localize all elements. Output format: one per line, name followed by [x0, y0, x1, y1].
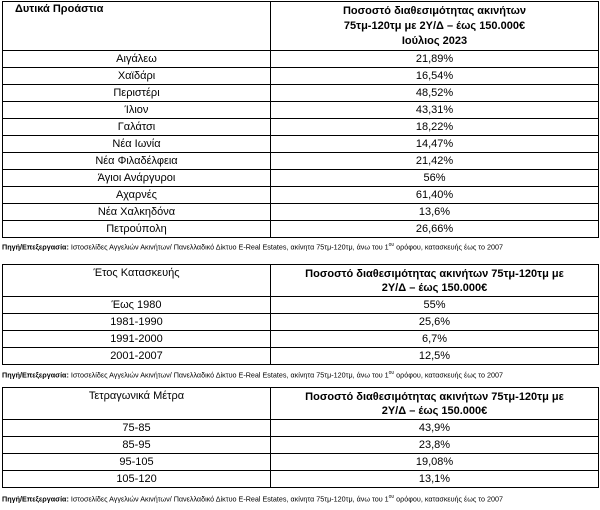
row-value: 13,1%	[271, 471, 599, 488]
table-row	[3, 68, 599, 85]
table-row	[3, 119, 599, 136]
row-label: Άγιοι Ανάργυροι	[3, 170, 271, 187]
row-label: Αχαρνές	[3, 187, 271, 204]
header-line: 75τμ-120τμ με 2Υ/Δ – έως 150.000€	[343, 19, 526, 32]
table-row	[3, 187, 599, 204]
row-label: Αιγάλεω	[3, 51, 271, 68]
column-header-square-meters: Τετραγωνικά Μέτρα	[3, 388, 271, 420]
column-header-suburbs: Δυτικά Προάστια	[3, 2, 271, 51]
row-label: 105-120	[3, 471, 271, 488]
row-value: 48,52%	[271, 85, 599, 102]
header-line: Ποσοστό διαθεσιμότητας ακινήτων 75τμ-120τμ με	[305, 390, 564, 403]
row-label: Νέα Φιλαδέλφεια	[3, 153, 271, 170]
construction-year-table	[2, 264, 599, 365]
source-text-end: ορόφου, κατασκευής έως το 2007	[394, 494, 504, 504]
column-header-construction-year: Έτος Κατασκευής	[3, 265, 271, 297]
table-row	[3, 297, 599, 314]
row-value: 6,7%	[271, 331, 599, 348]
row-value: 14,47%	[271, 136, 599, 153]
row-label: Χαϊδάρι	[3, 68, 271, 85]
row-label: Περιστέρι	[3, 85, 271, 102]
header-line: 2Υ/Δ – έως 150.000€	[381, 404, 488, 417]
table-row	[3, 420, 599, 437]
row-label: 85-95	[3, 437, 271, 454]
row-value: 21,42%	[271, 153, 599, 170]
table-row	[3, 437, 599, 454]
source-label: Πηγή/Επεξεργασία:	[2, 494, 69, 504]
table-row	[3, 331, 599, 348]
row-label: Γαλάτσι	[3, 119, 271, 136]
source-text-end: ορόφου, κατασκευής έως το 2007	[394, 370, 504, 380]
source-text: Ιστοσελίδες Αγγελιών Ακινήτων/ Πανελλαδικό Δίκτυο E-Real Estates, ακίνητα 75τμ-120τμ, άνω του 1	[68, 494, 389, 504]
row-value: 21,89%	[271, 51, 599, 68]
table-row	[3, 136, 599, 153]
row-value: 12,5%	[271, 348, 599, 365]
source-text-end: ορόφου, κατασκευής έως το 2007	[394, 242, 504, 252]
column-header-availability	[271, 388, 599, 420]
table-header-row	[3, 2, 599, 51]
row-value: 61,40%	[271, 187, 599, 204]
source-label: Πηγή/Επεξεργασία:	[2, 242, 69, 252]
row-value: 56%	[271, 170, 599, 187]
source-note	[2, 368, 598, 380]
suburbs-availability-table	[2, 1, 599, 238]
row-value: 18,22%	[271, 119, 599, 136]
table-row	[3, 170, 599, 187]
row-value: 13,6%	[271, 204, 599, 221]
table-row	[3, 204, 599, 221]
source-label: Πηγή/Επεξεργασία:	[2, 370, 69, 380]
header-line: Ποσοστό διαθεσιμότητας ακινήτων 75τμ-120τμ με	[305, 267, 564, 280]
table-row	[3, 85, 599, 102]
table-header-row	[3, 388, 599, 420]
row-label: Νέα Χαλκηδόνα	[3, 204, 271, 221]
row-value: 19,08%	[271, 454, 599, 471]
table-row	[3, 314, 599, 331]
table-row	[3, 51, 599, 68]
table-row	[3, 348, 599, 365]
header-line: 2Υ/Δ – έως 150.000€	[381, 281, 488, 294]
square-meters-table	[2, 387, 599, 488]
column-header-availability	[271, 265, 599, 297]
row-value: 23,8%	[271, 437, 599, 454]
source-text: Ιστοσελίδες Αγγελιών Ακινήτων/ Πανελλαδικό Δίκτυο E-Real Estates, ακίνητα 75τμ-120τμ, άνω του 1	[68, 242, 389, 252]
row-label: 1991-2000	[3, 331, 271, 348]
column-header-availability	[271, 2, 599, 51]
row-value: 26,66%	[271, 221, 599, 238]
source-superscript: ου	[388, 494, 395, 500]
table-row	[3, 454, 599, 471]
row-label: Πετρούπολη	[3, 221, 271, 238]
table-header-row	[3, 265, 599, 297]
source-note	[2, 492, 598, 504]
table-row	[3, 102, 599, 119]
row-label: Ίλιον	[3, 102, 271, 119]
table-row	[3, 221, 599, 238]
row-label: 1981-1990	[3, 314, 271, 331]
row-value: 43,31%	[271, 102, 599, 119]
source-superscript: ου	[388, 242, 395, 248]
row-value: 55%	[271, 297, 599, 314]
table-row	[3, 153, 599, 170]
row-label: Έως 1980	[3, 297, 271, 314]
row-label: 2001-2007	[3, 348, 271, 365]
header-line: Ποσοστό διαθεσιμότητας ακινήτων	[342, 4, 527, 17]
source-text: Ιστοσελίδες Αγγελιών Ακινήτων/ Πανελλαδικό Δίκτυο E-Real Estates, ακίνητα 75τμ-120τμ, άνω του 1	[68, 370, 389, 380]
row-value: 25,6%	[271, 314, 599, 331]
table-row	[3, 471, 599, 488]
row-value: 43,9%	[271, 420, 599, 437]
source-note	[2, 240, 598, 252]
row-label: 75-85	[3, 420, 271, 437]
source-superscript: ου	[388, 370, 395, 376]
row-label: 95-105	[3, 454, 271, 471]
row-value: 16,54%	[271, 68, 599, 85]
header-line: Ιούλιος 2023	[401, 34, 468, 47]
row-label: Νέα Ιωνία	[3, 136, 271, 153]
